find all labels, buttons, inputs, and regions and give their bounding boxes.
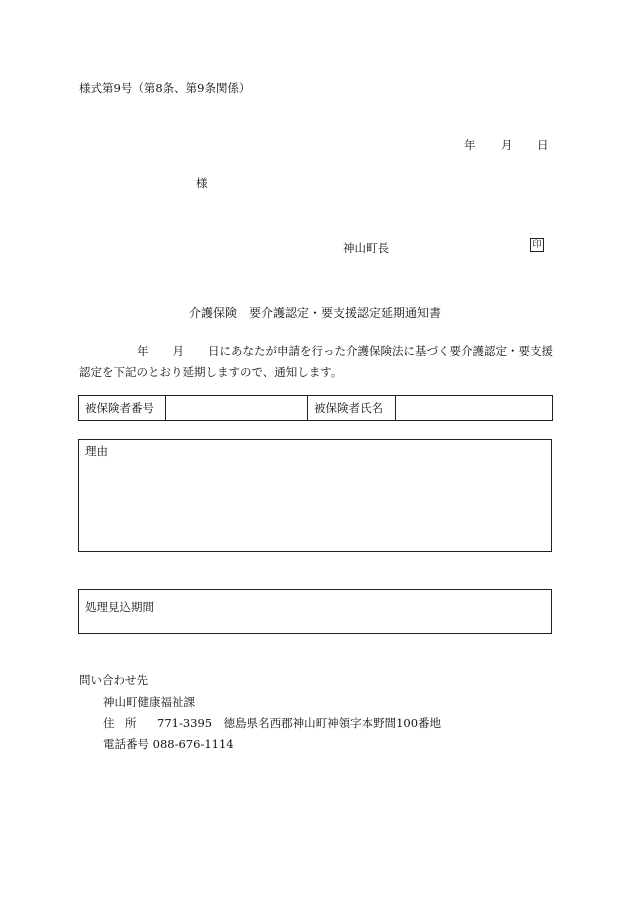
body-year-label: 年 [137, 344, 149, 358]
body-text: 日にあなたが申請を行った介護保険法に基づく要介護認定・要支援認定を下記のとおり延期しますので、通知します。 [79, 344, 553, 379]
contact-address: 771-3395 徳島県名西郡神山町神領字本野間100番地 [157, 716, 442, 730]
form-number: 様式第9号（第8条、第9条関係） [79, 81, 251, 95]
seal-mark: 印 [530, 238, 544, 252]
contact-address-line [103, 715, 441, 731]
issuer-name: 神山町長 [343, 241, 389, 255]
processing-period-field[interactable] [78, 589, 552, 634]
contact-phone-line [103, 736, 234, 752]
date-year-label: 年 [464, 138, 476, 152]
table-row [79, 396, 553, 421]
address-label-2: 所 [125, 716, 137, 730]
reason-field[interactable] [78, 439, 552, 552]
phone-label: 電話番号 [103, 737, 149, 751]
addressee-honorific: 様 [196, 176, 208, 190]
insured-number-field[interactable] [166, 396, 308, 421]
contact-heading: 問い合わせ先 [79, 673, 148, 687]
insured-info-table [78, 395, 553, 421]
reason-label: 理由 [85, 444, 108, 458]
document-title: 介護保険 要介護認定・要支援認定延期通知書 [188, 306, 441, 320]
insured-name-field[interactable] [396, 396, 553, 421]
body-month-label: 月 [172, 344, 184, 358]
contact-phone: 088-676-1114 [152, 737, 234, 751]
insured-name-label: 被保険者氏名 [308, 396, 396, 421]
notice-body [79, 341, 554, 383]
address-label-1: 住 [103, 716, 115, 730]
date-month-label: 月 [501, 138, 513, 152]
contact-department: 神山町健康福祉課 [103, 695, 195, 709]
date-day-label: 日 [537, 138, 549, 152]
processing-period-label: 処理見込期間 [85, 600, 154, 614]
insured-number-label: 被保険者番号 [79, 396, 166, 421]
